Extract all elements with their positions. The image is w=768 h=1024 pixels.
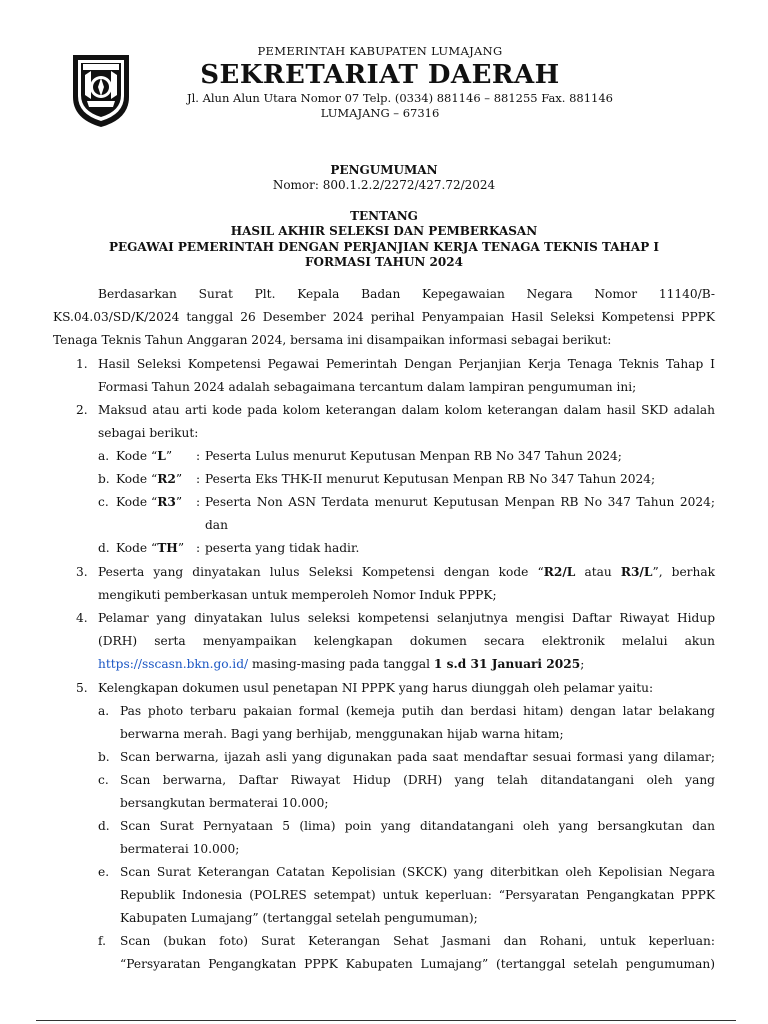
code-a-colon: : [196, 449, 201, 463]
doc-subject-1: HASIL AKHIR SELEKSI DAN PEMBERKASAN [230, 224, 538, 238]
sub-a-letter: a. [98, 704, 110, 718]
sub-e-letter: e. [98, 865, 110, 879]
code-c-description-2: dan [205, 518, 228, 532]
item-3-line-1: Peserta yang dinyatakan lulus Seleksi Kompetensi dengan kode “R2/L atau R3/L”, berhak [98, 565, 716, 579]
code-d-colon: : [196, 541, 201, 555]
doc-type: PENGUMUMAN [330, 163, 438, 177]
code-a-label: Kode “L” [116, 449, 173, 463]
item-4-line-1: Pelamar yang dinyatakan lulus seleksi kompetensi selanjutnya mengisi Daftar Riwayat Hidup [98, 611, 715, 625]
sub-e-line-2: Republik Indonesia (POLRES setempat) untuk keperluan: “Persyaratan Pengangkatan PPPK [120, 888, 715, 902]
item-4-number: 4. [76, 611, 88, 625]
intro-line-2: KS.04.03/SD/K/2024 tanggal 26 Desember 2024 perihal Penyampaian Hasil Seleksi Kompetensi PPPK [53, 310, 715, 324]
item-5-line-1: Kelengkapan dokumen usul penetapan NI PPPK yang harus diunggah oleh pelamar yaitu: [98, 681, 654, 695]
item-3-number: 3. [76, 565, 88, 579]
doc-number: Nomor: 800.1.2.2/2272/427.72/2024 [272, 178, 496, 192]
code-b-letter: b. [98, 472, 110, 486]
lumajang-coat-of-arms-icon [69, 49, 133, 129]
sub-d-line-2: bermaterai 10.000; [120, 842, 240, 856]
sub-d-letter: d. [98, 819, 110, 833]
code-b-label: Kode “R2” [116, 472, 183, 486]
sub-a-line-1: Pas photo terbaru pakaian formal (kemeja putih dan berdasi hitam) dengan latar belakang [120, 704, 715, 718]
doc-about: TENTANG [350, 209, 418, 223]
code-c-label: Kode “R3” [116, 495, 183, 509]
letterhead-government: PEMERINTAH KABUPATEN LUMAJANG [257, 44, 503, 58]
item-1-line-2: Formasi Tahun 2024 adalah sebagaimana tercantum dalam lampiran pengumuman ini; [98, 380, 637, 394]
doc-subject-3: FORMASI TAHUN 2024 [305, 255, 463, 269]
code-a-description: Peserta Lulus menurut Keputusan Menpan RB No 347 Tahun 2024; [205, 449, 622, 463]
intro-line-3: Tenaga Teknis Tahun Anggaran 2024, bersama ini disampaikan informasi sebagai berikut: [53, 333, 612, 347]
letterhead-city: LUMAJANG – 67316 [320, 106, 440, 120]
item-3-line-2: mengikuti pemberkasan untuk memperoleh Nomor Induk PPPK; [98, 588, 497, 602]
page-bottom-divider [36, 1020, 736, 1021]
sub-c-letter: c. [98, 773, 109, 787]
sub-e-line-1: Scan Surat Keterangan Catatan Kepolisian (SKCK) yang diterbitkan oleh Kepolisian Negara [120, 865, 715, 879]
code-d-label: Kode “TH” [116, 541, 185, 555]
sub-c-line-1: Scan berwarna, Daftar Riwayat Hidup (DRH) yang telah ditandatangani oleh yang [120, 773, 715, 787]
sub-d-line-1: Scan Surat Pernyataan 5 (lima) poin yang ditandatangani oleh yang bersangkutan dan [120, 819, 715, 833]
item-4-line-3: https://sscasn.bkn.go.id/ masing-masing pada tanggal 1 s.d 31 Januari 2025; [98, 657, 585, 671]
sub-a-line-2: berwarna merah. Bagi yang berhijab, menggunakan hijab warna hitam; [120, 727, 564, 741]
item-1-line-1: Hasil Seleksi Kompetensi Pegawai Pemerintah Dengan Perjanjian Kerja Tenaga Teknis Tahap I [98, 357, 715, 371]
doc-subject-2: PEGAWAI PEMERINTAH DENGAN PERJANJIAN KERJA TENAGA TEKNIS TAHAP I [108, 240, 660, 254]
sub-f-line-2: “Persyaratan Pengangkatan PPPK Kabupaten Lumajang” (tertanggal setelah pengumuman) [120, 957, 715, 971]
code-d-description: peserta yang tidak hadir. [205, 541, 360, 555]
code-b-colon: : [196, 472, 201, 486]
code-b-description: Peserta Eks THK-II menurut Keputusan Menpan RB No 347 Tahun 2024; [205, 472, 656, 486]
item-2-line-1: Maksud atau arti kode pada kolom keterangan dalam kolom keterangan dalam hasil SKD adalah [98, 403, 715, 417]
sub-c-line-2: bersangkutan bermaterai 10.000; [120, 796, 329, 810]
sub-e-line-3: Kabupaten Lumajang” (tertanggal setelah pengumuman); [120, 911, 478, 925]
code-d-letter: d. [98, 541, 110, 555]
code-c-description: Peserta Non ASN Terdata menurut Keputusan Menpan RB No 347 Tahun 2024; [205, 495, 715, 509]
sub-f-line-1: Scan (bukan foto) Surat Keterangan Sehat Jasmani dan Rohani, untuk keperluan: [120, 934, 715, 948]
code-c-letter: c. [98, 495, 109, 509]
sub-b-line-1: Scan berwarna, ijazah asli yang digunakan pada saat mendaftar sesuai formasi yang dilamar; [120, 750, 715, 764]
letterhead-office: SEKRETARIAT DAERAH [200, 60, 560, 90]
item-2-number: 2. [76, 403, 88, 417]
sub-f-letter: f. [98, 934, 106, 948]
code-a-letter: a. [98, 449, 110, 463]
sub-b-letter: b. [98, 750, 110, 764]
item-5-number: 5. [76, 681, 88, 695]
letterhead-address: Jl. Alun Alun Utara Nomor 07 Telp. (0334) 881146 – 881255 Fax. 881146 [186, 91, 614, 105]
code-c-colon: : [196, 495, 201, 509]
item-1-number: 1. [76, 357, 88, 371]
sscasn-link[interactable]: https://sscasn.bkn.go.id/ [98, 657, 249, 671]
item-4-line-2: (DRH) serta menyampaikan kelengkapan dokumen secara elektronik melalui akun [98, 634, 715, 648]
item-2-line-2: sebagai berikut: [98, 426, 199, 440]
intro-line-1: Berdasarkan Surat Plt. Kepala Badan Kepegawaian Negara Nomor 11140/B- [98, 287, 715, 301]
